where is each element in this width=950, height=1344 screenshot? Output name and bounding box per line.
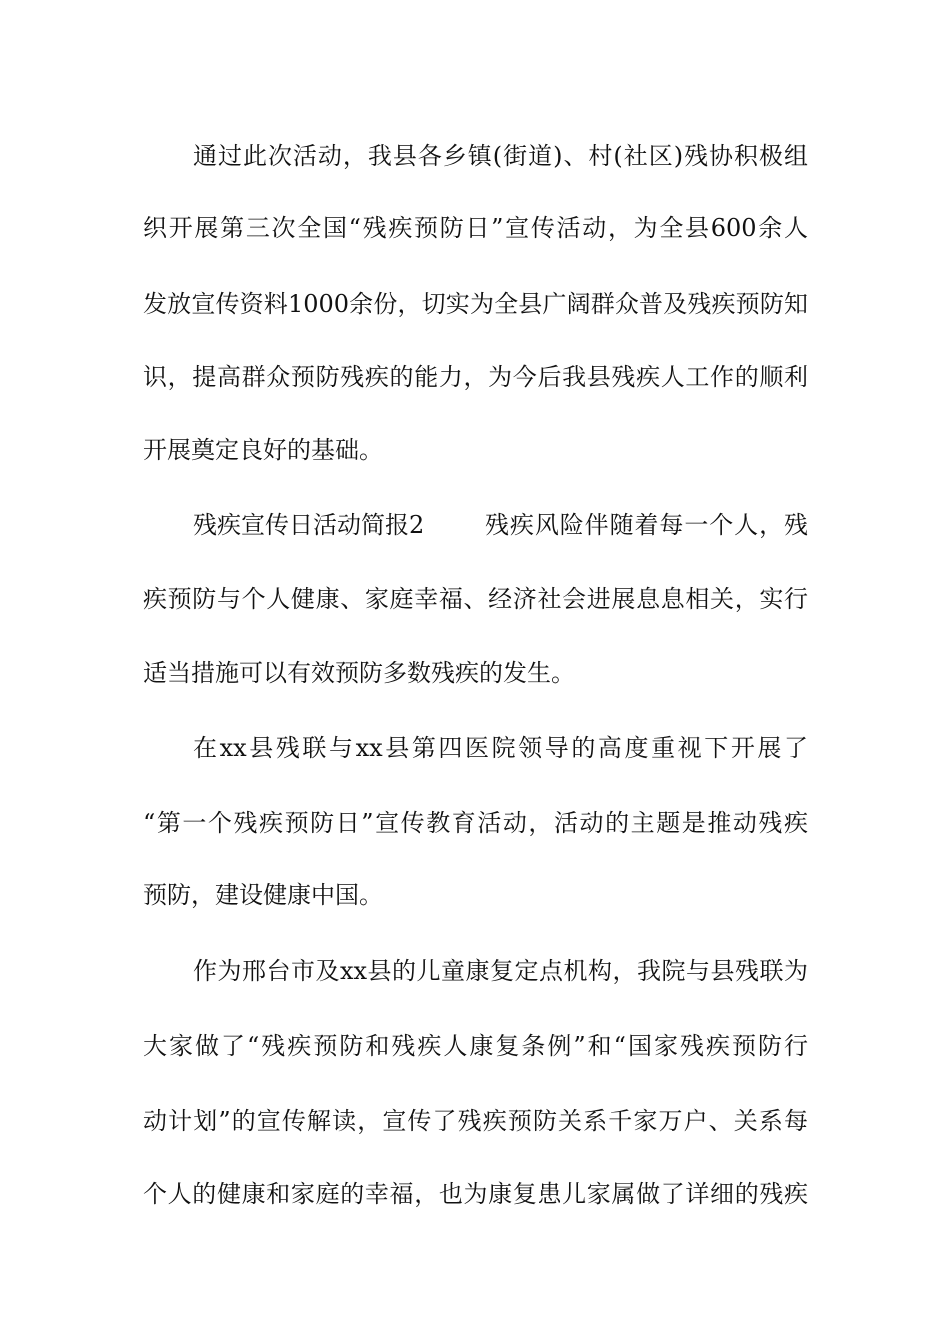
paragraph-1-line-2: 织开展第三次全国“残疾预防日”宣传活动，为全县600余人 bbox=[143, 214, 808, 242]
paragraph-1-line-5: 开展奠定良好的基础。 bbox=[143, 436, 383, 464]
paragraph-4-line-1: 作为邢台市及xx县的儿童康复定点机构，我院与县残联为 bbox=[193, 957, 808, 985]
paragraph-4-line-2: 大家做了“残疾预防和残疾人康复条例”和“国家残疾预防行 bbox=[143, 1032, 808, 1060]
paragraph-3-line-3: 预防，建设健康中国。 bbox=[143, 881, 383, 909]
paragraph-4-line-3: 动计划”的宣传解读，宣传了残疾预防关系千家万户、关系每 bbox=[143, 1107, 808, 1135]
paragraph-1-line-4: 识，提高群众预防残疾的能力，为今后我县残疾人工作的顺利 bbox=[143, 363, 808, 391]
paragraph-4-line-4: 个人的健康和家庭的幸福，也为康复患儿家属做了详细的残疾 bbox=[143, 1180, 808, 1208]
paragraph-1-line-3: 发放宣传资料1000余份，切实为全县广阔群众普及残疾预防知 bbox=[143, 290, 808, 318]
paragraph-3-line-1: 在xx县残联与xx县第四医院领导的高度重视下开展了 bbox=[193, 734, 808, 762]
paragraph-2-line-3: 适当措施可以有效预防多数残疾的发生。 bbox=[143, 659, 575, 687]
paragraph-1-line-1: 通过此次活动，我县各乡镇(街道)、村(社区)残协积极组 bbox=[193, 142, 808, 170]
paragraph-2-line-1: 残疾风险伴随着每一个人，残 bbox=[485, 511, 808, 539]
paragraph-3-line-2: “第一个残疾预防日”宣传教育活动，活动的主题是推动残疾 bbox=[143, 809, 808, 837]
paragraph-2-line-2: 疾预防与个人健康、家庭幸福、经济社会进展息息相关，实行 bbox=[143, 585, 808, 613]
section-heading: 残疾宣传日活动简报2 bbox=[193, 511, 425, 539]
